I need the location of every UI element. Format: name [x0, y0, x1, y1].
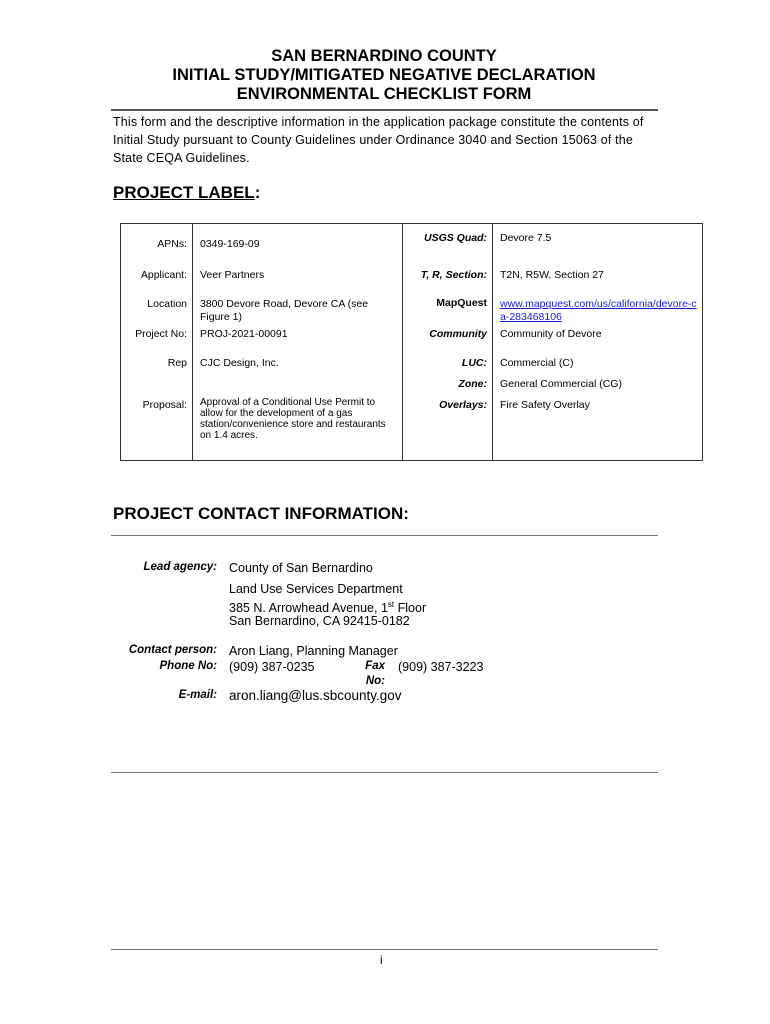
overlays-value: Fire Safety Overlay	[500, 399, 590, 411]
luc-label: LUC:	[461, 357, 487, 369]
address-line-1-floor: Floor	[394, 601, 427, 616]
email-value[interactable]: aron.liang@lus.sbcounty.gov	[229, 688, 402, 703]
overlays-label: Overlays:	[439, 399, 487, 411]
apns-value: 0349-169-09	[200, 238, 260, 250]
zone-label: Zone:	[458, 378, 487, 390]
address-line-2: San Bernardino, CA 92415-0182	[229, 614, 410, 628]
mapquest-link[interactable]: www.mapquest.com/us/california/devore-ca-283468106	[500, 298, 697, 323]
footer-divider	[111, 949, 658, 950]
fax-value: (909) 387-3223	[398, 660, 484, 674]
rep-value: CJC Design, Inc.	[200, 357, 279, 369]
zone-value: General Commercial (CG)	[500, 378, 622, 390]
trs-label: T, R, Section:	[420, 269, 487, 281]
contact-divider	[111, 535, 658, 536]
contact-heading: PROJECT CONTACT INFORMATION:	[113, 504, 409, 523]
address-line-1-text: 385 N. Arrowhead Avenue, 1	[229, 601, 388, 616]
table-col-divider	[192, 224, 193, 460]
email-label: E-mail:	[178, 689, 217, 701]
project-no-value: PROJ-2021-00091	[200, 328, 288, 340]
title-divider	[111, 109, 658, 111]
applicant-label: Applicant:	[140, 269, 187, 281]
applicant-value: Veer Partners	[200, 269, 265, 281]
location-label: Location	[147, 298, 187, 310]
table-col-divider	[492, 224, 493, 460]
community-label: Community	[429, 328, 487, 340]
trs-value: T2N, R5W, Section 27	[500, 269, 604, 281]
project-label-table	[120, 223, 703, 461]
community-value: Community of Devore	[500, 328, 602, 340]
intro-paragraph: This form and the descriptive information in the application package constitute the contents of Initial Study pursuant to County Guidelines under Ordinance 3040 and Section 15063 of the State CEQA Guidelines.	[113, 115, 644, 165]
project-label-heading	[113, 183, 260, 203]
rep-label: Rep	[167, 357, 187, 369]
location-value: 3800 Devore Road, Devore CA (see Figure 1)	[200, 298, 369, 323]
usgs-quad-value: Devore 7.5	[500, 232, 552, 244]
title-line-1: SAN BERNARDINO COUNTY	[271, 47, 497, 65]
contact-person-value: Aron Liang, Planning Manager	[229, 644, 398, 658]
document-title	[110, 47, 658, 104]
usgs-quad-label: USGS Quad:	[423, 232, 487, 244]
proposal-label: Proposal:	[142, 399, 187, 411]
address-ordinal: st	[387, 600, 395, 609]
luc-value: Commercial (C)	[500, 357, 574, 369]
title-line-2: INITIAL STUDY/MITIGATED NEGATIVE DECLARATION	[172, 66, 596, 84]
project-no-label: Project No:	[135, 328, 187, 340]
page-number: i	[380, 953, 383, 967]
project-label-heading-text: PROJECT LABEL	[113, 183, 255, 202]
contact-person-label: Contact person:	[128, 644, 217, 656]
title-line-3: ENVIRONMENTAL CHECKLIST FORM	[236, 85, 532, 103]
lead-agency-label: Lead agency:	[143, 561, 217, 573]
apns-label: APNs:	[157, 238, 187, 250]
phone-value: (909) 387-0235	[229, 660, 315, 674]
fax-label-1: Fax	[365, 660, 385, 672]
department-value: Land Use Services Department	[229, 582, 403, 596]
contact-bottom-divider	[111, 772, 658, 773]
proposal-value: Approval of a Conditional Use Permit to allow for the development of a gas station/convenience store and restaurants on 1.4 acres.	[200, 397, 386, 441]
phone-label: Phone No:	[159, 660, 217, 672]
fax-label-2: No:	[365, 675, 385, 687]
lead-agency-value: County of San Bernardino	[229, 561, 373, 575]
table-col-divider	[402, 224, 403, 460]
mapquest-label: MapQuest	[436, 297, 487, 309]
project-label-heading-colon: :	[254, 183, 261, 202]
